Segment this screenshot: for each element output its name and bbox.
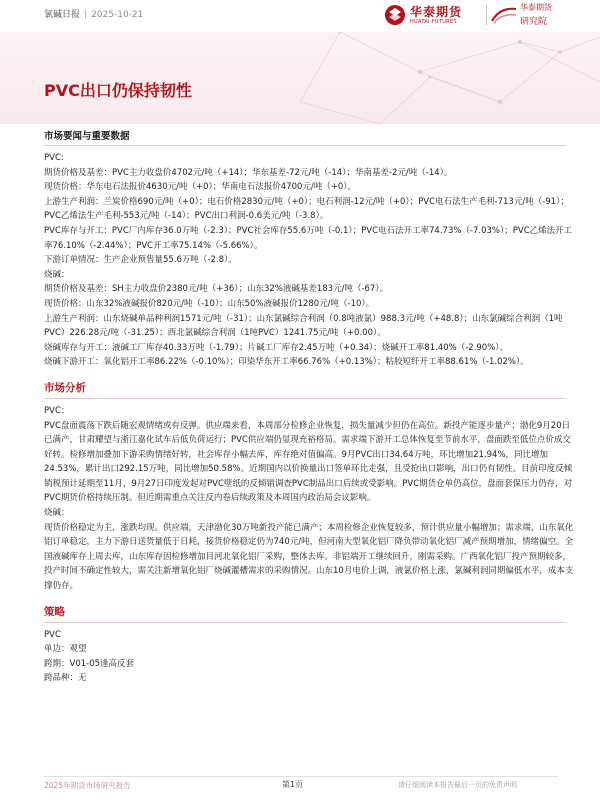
analysis-caustic-label: 烧碱： bbox=[44, 508, 70, 519]
analysis-pvc-label: PVC： bbox=[44, 405, 70, 416]
market-line-caustic-inventory: 烧碱库存与开工：液碱工厂库存40.33万吨（-1.79）；片碱工厂库存2.45万吨（+0.34）；烧碱开工率81.40%（-2.90%）。 bbox=[44, 342, 509, 353]
market-news-title: 市场要闻与重要数据 bbox=[44, 131, 130, 142]
market-line-caustic-label: 烧碱： bbox=[44, 269, 70, 280]
section-divider bbox=[44, 145, 566, 146]
strategy-calendar-spread: 跨期：V01-05逢高反套 bbox=[44, 658, 135, 669]
research-logo-icon bbox=[490, 5, 518, 25]
footer-divider bbox=[44, 776, 558, 777]
logo-name-en: HUATAI FUTURES bbox=[410, 19, 457, 25]
page-title: PVC出口仍保持韧性 bbox=[44, 81, 192, 100]
huatai-logo-icon bbox=[384, 4, 406, 26]
disclaimer-note: 请仔细阅读本报告最后一页的免责声明 bbox=[398, 781, 517, 789]
market-line-pvc-profit: 上游生产利润：兰炭价格690元/吨（+0）；电石价格2830元/吨（+0）；电石利润-12元/吨（+0）；PVC电石法生产毛利-713元/吨（-91）；PVC乙烯法生产毛利-553元/吨（-14）；PVC出口利润-0.6美元/吨（-3.8）。 bbox=[44, 196, 569, 222]
market-line-caustic-downstream: 烧碱下游开工：氧化铝开工率86.22%（-0.10%）；印染华东开工率66.76%（+0.13%）；粘胶短纤开工率88.61%（-1.02%）。 bbox=[44, 357, 529, 368]
strategy-product: PVC bbox=[44, 629, 61, 640]
market-line-pvc-spot: 现货价格：华东电石法报价4630元/吨（+0）；华南电石法报价4700元/吨（+0）。 bbox=[44, 182, 357, 193]
report-body bbox=[44, 126, 578, 686]
page-number: 第1页 bbox=[282, 780, 304, 789]
analysis-title: 市场分析 bbox=[44, 381, 86, 394]
market-line-pvc-inventory: PVC库存与开工：PVC厂内库存36.0万吨（-2.3）；PVC社会库存55.6万吨（-0.1）；PVC电石法开工率74.73%（-7.03%）；PVC乙烯法开工率76.10%（-2.44%）；PVC开工率75.14%（-5.66%）。 bbox=[44, 225, 573, 251]
section-divider bbox=[44, 398, 566, 399]
huatai-futures-logo bbox=[384, 2, 484, 28]
report-date: 2025-10-21 bbox=[91, 10, 144, 20]
section-divider bbox=[44, 622, 566, 623]
analysis-pvc-text: PVC盘面震荡下跌后随宏观情绪或有反弹。供应端来看，本周部分检修企业恢复，损失量减少但仍在高位。新投产能逐步量产；渤化9月20日已满产，甘肃耀望与浙江嘉化试车后低负荷运行；PVC供应端仍显现充裕格局。需求端下游开工总体恢复至节前水平，盘面跌至低位点价成交好转。检修增加叠加下游采购情绪好转，社会库存小幅去库，库存绝对值偏高。9月PVC出口34.64万吨，环比增加21.94%，同比增加24.53%，累计出口292.15万吨，同比增加50.58%。近期国内以价换量出口签单环比走强，且受抢出口影响，出口仍有韧性。目前印度反倾销税预计延期至11月，9月27日印度发起对PVC壁纸的反倾销调查PVC制品出口后续或受影响。PVC期货仓单仍高位，盘面套保压力仍存，对PVC期货价格持续压制。但近期需重点关注反内卷后续政策及本周国内政治局会议影响。 bbox=[44, 420, 573, 504]
strategy-title: 策略 bbox=[44, 605, 65, 618]
page-header bbox=[0, 0, 600, 32]
strategy-single-side: 单边：观望 bbox=[44, 644, 87, 655]
market-line-caustic-spot: 现货价格：山东32%液碱报价820元/吨（-10）；山东50%液碱报价1280元/吨（-10）。 bbox=[44, 298, 375, 309]
logo-divider bbox=[486, 5, 487, 25]
report-type: 氯碱日报 bbox=[44, 10, 81, 20]
market-line-pvc-label: PVC: bbox=[44, 153, 64, 163]
footer-report-name: 2025年期货市场研究报告 bbox=[44, 781, 131, 790]
research-institute-logo bbox=[490, 2, 570, 28]
strategy-cross-product: 跨品种：无 bbox=[44, 673, 87, 684]
analysis-caustic-text: 现货价格稳定为主，涨跌均现。供应端，天津渤化30万吨新投产能已满产；本周检修企业恢复较多，预计供应量小幅增加；需求端，山东氧化铝订单稳定，主力下游日送货量低于日耗，接货价格稳定仍为740元/吨，但河南大型氧化铝厂降负带动氧化铝厂减产预期增加，情绪偏空。全国液碱库存上周去库，山东库存因检修增加目河北氧化铝厂采购，整体去库。非铝端开工继续回升，刚需采购。广西氧化铝厂投产预期较多，投产时间不确定性较大，需关注新增氧化铝厂烧碱灌槽需求的采购情况。山东10月电价上调，液氯价格上涨，氯碱利润同期偏低水平，成本支撑仍存。 bbox=[44, 522, 574, 592]
logo2-line1: 华泰期货 bbox=[520, 3, 552, 12]
market-line-pvc-futures: 期货价格及基差：PVC主力收盘价4702元/吨（+14）；华东基差-72元/吨（-14）；华南基差-2元/吨（-14）。 bbox=[44, 167, 453, 178]
market-line-caustic-futures: 期货价格及基差：SH主力收盘价2380元/吨（+36）；山东32%液碱基差183元/吨（-67）。 bbox=[44, 284, 389, 295]
logo-name-cn: 华泰期货 bbox=[410, 5, 463, 19]
market-line-caustic-profit: 上游生产利润：山东烧碱单品种利润1571元/吨（-31）；山东氯碱综合利润（0.8吨液氯）988.3元/吨（+48.8）；山东氯碱综合利润（1吨PVC）226.28元/吨（-31.25）；西北氯碱综合利润（1吨PVC）1241.75元/吨（+0.00）。 bbox=[44, 313, 563, 339]
market-line-pvc-orders: 下游订单情况：生产企业预售量55.6万吨（-2.8）。 bbox=[44, 255, 237, 266]
logo2-line2: 研究院 bbox=[520, 17, 548, 27]
report-meta: 氯碱日报 | 2025-10-21 bbox=[44, 10, 144, 20]
